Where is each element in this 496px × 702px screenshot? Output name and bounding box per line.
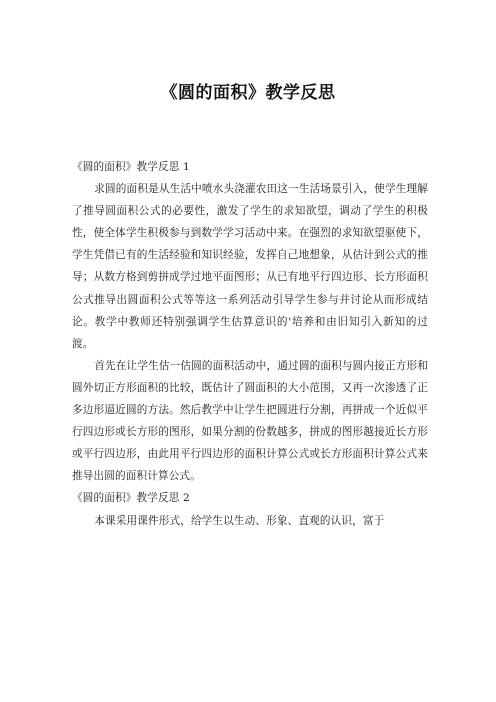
document-body xyxy=(72,156,428,532)
section-heading-1: 《圆的面积》教学反思 1 xyxy=(72,161,190,173)
document-title: 《圆的面积》教学反思 xyxy=(160,83,336,103)
section-1-paragraph-1: 求圆的面积是从生活中喷水头浇灌农田这一生活场景引入，使学生理解了推导圆面积公式的必要性，激发了学生的求知欲望，调动了学生的积极性，使全体学生积极参与到数学学习活动中来。在强烈的求知欲望驱使下，学生凭借已有的生活经验和知识经验，发挥自己地想象，从估计到公式的推导；从数方格到剪拼成学过地平面图形；从已有地平行四边形、长方形面积公式推导出圆面积公式等等这一系列活动引导学生参与并讨论从而形成结论。教学中教师还特别强调学生估算意识的'培养和由旧知引入新知的过渡。 xyxy=(72,183,428,350)
section-2-paragraph-1: 本课采用课件形式，给学生以生动、形象、直观的认识，富于 xyxy=(94,514,385,527)
section-heading-2: 《圆的面积》教学反思 2 xyxy=(72,492,190,505)
section-1-paragraph-2: 首先在让学生估一估圆的面积活动中，通过圆的面积与圆内接正方形和圆外切正方形面积的比较，既估计了圆面积的大小范围，又再一次渗透了正多边形逼近圆的方法。然后教学中让学生把圆进行分割，再拼成一个近似平行四边形或长方形的图形，如果分割的份数越多，拼成的图形越接近长方形或平行四边形，由此用平行四边形的面积计算公式或长方形面积计算公式来推导出圆的面积计算公式。 xyxy=(72,359,428,483)
